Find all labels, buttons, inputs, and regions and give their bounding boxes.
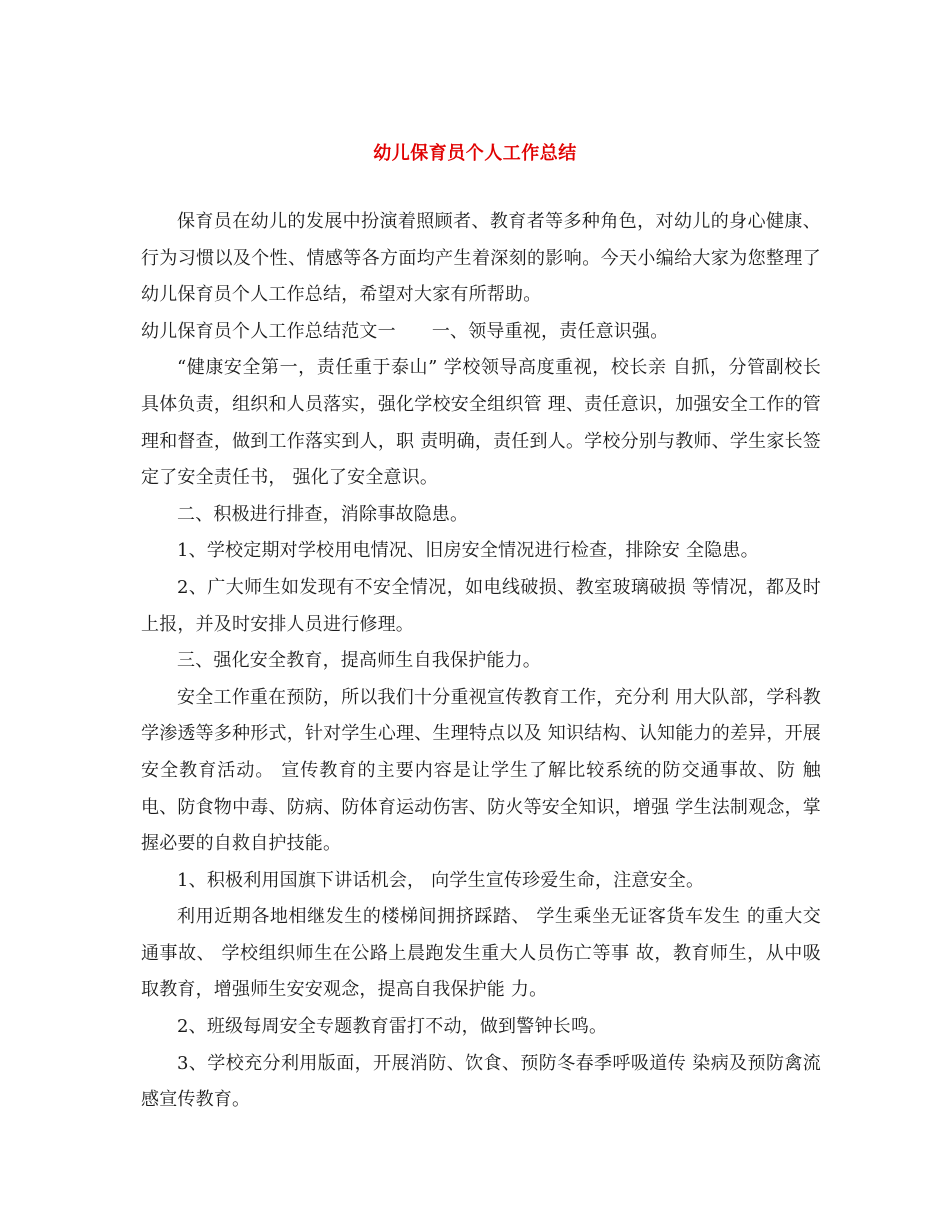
paragraph: 2、班级每周安全专题教育雷打不动，做到警钟长鸣。 [177, 1016, 608, 1038]
paragraph: “健康安全第一，责任重于泰山” 学校领导高度重视，校长亲 自抓，分管副校长具体负责，组织和人员落实，强化学校安全组织管 理、责任意识，加强安全工作的管理和督查，做到工作落实到人，职 责明确，责任到人。学校分别与教师、学生家长签定了安全责任书， 强化了安全意识。 [141, 357, 821, 489]
paragraph: 1、学校定期对学校用电情况、旧房安全情况进行检查，排除安 全隐患。 [177, 540, 759, 562]
paragraph: 3、学校充分利用版面，开展消防、饮食、预防冬春季呼吸道传 染病及预防禽流感宣传教育。 [141, 1052, 821, 1111]
intro-paragraph: 保育员在幼儿的发展中扮演着照顾者、教育者等多种角色，对幼儿的身心健康、行为习惯以及个性、情感等各方面均产生着深刻的影响。今天小编给大家为您整理了幼儿保育员个人工作总结，希望对大家有所帮助。 [141, 211, 821, 306]
paragraph: 2、广大师生如发现有不安全情况，如电线破损、教室玻璃破损 等情况，都及时上报，并及时安排人员进行修理。 [141, 576, 821, 635]
section-heading: 二、积极进行排查，消除事故隐患。 [177, 503, 469, 525]
paragraph: 安全工作重在预防，所以我们十分重视宣传教育工作，充分利 用大队部，学科教学渗透等多种形式，针对学生心理、生理特点以及 知识结构、认知能力的差异，开展安全教育活动。 宣传教育的主要内容是让学生了解比较系统的防交通事故、防 触电、防食物中毒、防病、防体育运动伤害、防火等安全知识，增强 学生法制观念，掌握必要的自救自护技能。 [141, 686, 821, 855]
paragraph: 1、积极利用国旗下讲话机会， 向学生宣传珍爱生命，注意安全。 [177, 869, 705, 891]
section-label: 幼儿保育员个人工作总结范文一 [141, 320, 396, 342]
section-line [141, 314, 821, 351]
section-heading: 三、强化安全教育，提高师生自我保护能力。 [177, 650, 541, 672]
document-body [141, 204, 821, 1119]
section-heading: 一、领导重视，责任意识强。 [431, 320, 669, 342]
paragraph: 利用近期各地相继发生的楼梯间拥挤踩踏、 学生乘坐无证客货车发生 的重大交通事故、 学校组织师生在公路上晨跑发生重大人员伤亡等事 故，教育师生，从中吸取教育，增强师生安安观念，提高自我保护能 力。 [141, 906, 821, 1001]
document-title: 幼儿保育员个人工作总结 [373, 143, 577, 164]
